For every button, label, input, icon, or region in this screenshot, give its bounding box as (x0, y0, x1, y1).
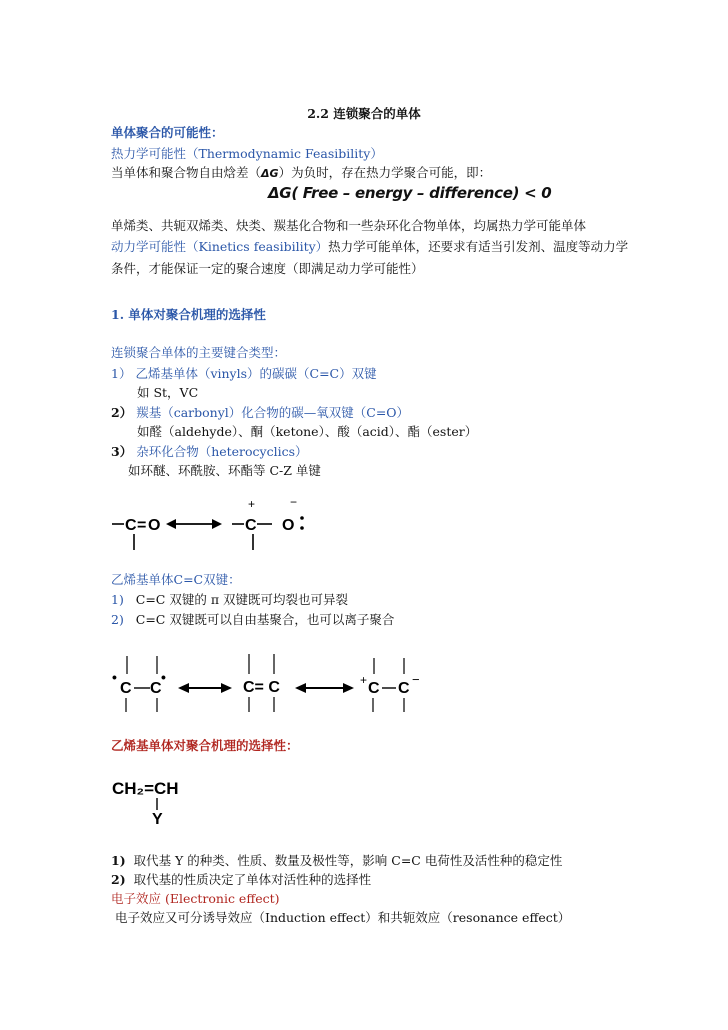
cc-item-2 (111, 612, 394, 628)
kinetic-line-1 (111, 239, 628, 255)
list-num: 1) (111, 592, 124, 607)
carbon-label: C (245, 517, 257, 534)
kinetic-line1-rest: 热力学可能单体，还要求有适当引发剂、温度等动力学 (328, 239, 629, 254)
list-text: C=C 双键既可以自由基聚合，也可以离子聚合 (135, 612, 395, 627)
monomers-text: 单烯类、共轭双烯类、炔类、羰基化合物和一些杂环化合物单体，均属热力学可能单体 (111, 218, 587, 233)
list-text: 羰基（carbonyl）化合物的碳—氧双键（C=O） (136, 405, 410, 420)
minus-charge: − (412, 672, 420, 687)
carbon-label: C (120, 680, 132, 697)
lone-pair-dot (300, 516, 304, 520)
thermo-heading: 热力学可能性（Thermodynamic Feasibility） (111, 146, 383, 161)
thermo-text-a: 当单体和聚合物自由焓差（ (111, 165, 262, 180)
list-num: 1） (111, 366, 132, 381)
list-num: 2) (111, 612, 124, 627)
sub-item-1 (111, 853, 562, 869)
monomer-formula: CH₂=CH (112, 779, 179, 798)
lone-pair-dot (300, 526, 304, 530)
arrow-head-left (166, 519, 176, 529)
sub-item-2 (111, 872, 371, 888)
electronic-text: 电子效应又可分诱导效应（Induction effect）和共轭效应（resonance effect） (115, 910, 571, 925)
carbon-label: C (150, 680, 162, 697)
plus-charge: + (248, 497, 256, 511)
arrow-head-right (212, 519, 222, 529)
arrow-head-right (343, 683, 354, 693)
list-item-1 (111, 366, 377, 382)
bond-types-heading: 连锁聚合单体的主要键合类型： (111, 345, 287, 360)
cc-item-1 (111, 592, 348, 608)
thermo-text-b: ）为负时，存在热力学聚合可能，即： (278, 165, 492, 180)
carbonyl-resonance-diagram (112, 494, 332, 554)
kinetic-line-2: 条件，才能保证一定的聚合速度（即满足动力学可能性） (111, 261, 424, 276)
list-item-3-example: 如环醚、环酰胺、环酯等 C-Z 单键 (128, 463, 321, 478)
thermo-symbol: ΔG (261, 167, 279, 180)
double-bond-label: = (137, 517, 147, 534)
vinyl-selectivity-heading: 乙烯基单体对聚合机理的选择性： (111, 738, 299, 753)
list-item-2-example: 如醛（aldehyde）、酮（ketone）、酸（acid）、酯（ester） (137, 424, 478, 439)
vinyl-monomer-structure (112, 776, 202, 826)
list-item-2 (111, 405, 409, 421)
electronic-heading: 电子效应 (Electronic effect) (111, 891, 280, 906)
substituent-y: Y (152, 811, 163, 826)
list-text: 杂环化合物（heterocyclics） (136, 444, 308, 459)
selectivity-heading: 1. 单体对聚合机理的选择性 (111, 307, 266, 322)
oxygen-label: O (148, 517, 161, 534)
vinyl-cleavage-diagram (112, 652, 432, 714)
list-num: 2) (111, 872, 126, 887)
list-text: 取代基 Y 的种类、性质、数量及极性等，影响 C=C 电荷性及活性种的稳定性 (133, 853, 563, 868)
list-item-3 (111, 444, 308, 460)
list-text: 取代基的性质决定了单体对活性种的选择性 (133, 872, 372, 887)
thermo-text (111, 165, 491, 182)
arrow-head-right (221, 683, 232, 693)
list-text: 乙烯基单体（vinyls）的碳碳（C=C）双键 (135, 366, 377, 381)
double-bond-label: C= C (243, 679, 280, 696)
carbon-label: C (368, 680, 380, 697)
radical-dot: • (161, 669, 166, 685)
free-energy-formula: ΔG( Free – energy – difference) < 0 (268, 184, 552, 202)
list-item-1-example: 如 St，VC (137, 385, 199, 400)
carbon-label: C (398, 680, 410, 697)
arrow-head-left (295, 683, 306, 693)
list-num: 2） (111, 405, 133, 420)
oxygen-label: O (282, 517, 295, 534)
arrow-head-left (178, 683, 189, 693)
minus-charge: − (290, 495, 298, 509)
carbon-label: C (125, 517, 137, 534)
feasibility-heading: 单体聚合的可能性： (111, 125, 224, 140)
radical-dot: • (112, 669, 117, 685)
list-text: C=C 双键的 π 双键既可均裂也可异裂 (135, 592, 349, 607)
list-num: 1) (111, 853, 126, 868)
plus-charge: + (360, 673, 368, 687)
vinyl-cc-heading: 乙烯基单体C=C双键： (111, 572, 241, 587)
page-title: 2.2 连锁聚合的单体 (307, 106, 421, 121)
list-num: 3） (111, 444, 133, 459)
kinetic-heading: 动力学可能性（Kinetics feasibility） (111, 239, 329, 254)
